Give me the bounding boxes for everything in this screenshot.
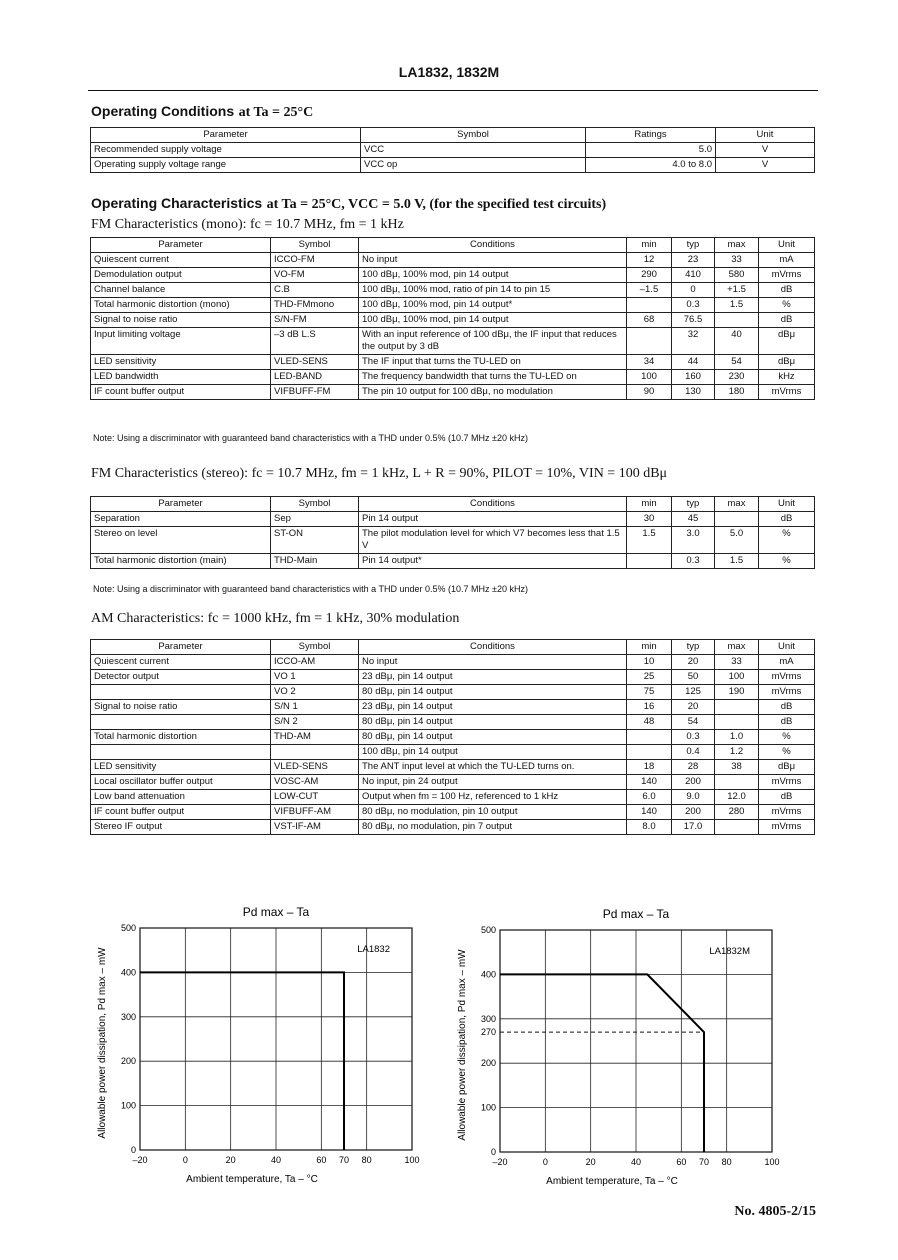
- cell-ratings: 5.0: [586, 143, 716, 158]
- operating-characteristics-heading: [91, 195, 606, 213]
- cell-min: 75: [627, 685, 672, 700]
- cell-unit: V: [716, 143, 815, 158]
- column-header: Parameter: [91, 497, 271, 512]
- x-tick-label: 70: [338, 1155, 350, 1165]
- cell-unit: dBμ: [759, 328, 815, 355]
- cell-parameter: IF count buffer output: [91, 805, 271, 820]
- cell-unit: mVrms: [759, 775, 815, 790]
- cell-min: 30: [627, 512, 672, 527]
- cell-typ: 0.3: [672, 298, 715, 313]
- table-row: [91, 527, 815, 554]
- x-axis-label: Ambient temperature, Ta – °C: [546, 1176, 678, 1187]
- y-tick-label: 270: [480, 1027, 496, 1038]
- page-number: No. 4805-2/15: [734, 1204, 816, 1219]
- x-tick-label: 80: [361, 1155, 372, 1165]
- cell-unit: dB: [759, 700, 815, 715]
- cell-unit: dBμ: [759, 760, 815, 775]
- x-tick-label: 100: [764, 1157, 780, 1167]
- cell-parameter: Channel balance: [91, 283, 271, 298]
- table-header-row: [91, 497, 815, 512]
- cell-symbol: VO 1: [271, 670, 359, 685]
- column-header: Ratings: [586, 128, 716, 143]
- cell-max: 1.0: [715, 730, 759, 745]
- cell-max: 100: [715, 670, 759, 685]
- cell-symbol: VCC op: [361, 158, 586, 173]
- table-header-row: [91, 128, 815, 143]
- table-row: [91, 143, 815, 158]
- cell-symbol: VLED-SENS: [271, 760, 359, 775]
- cell-symbol: C.B: [271, 283, 359, 298]
- cell-unit: %: [759, 527, 815, 554]
- column-header: Conditions: [359, 640, 627, 655]
- x-tick-label: 60: [676, 1157, 687, 1167]
- cell-conditions: 80 dBμ, pin 14 output: [359, 730, 627, 745]
- cell-unit: dBμ: [759, 355, 815, 370]
- table-row: [91, 313, 815, 328]
- cell-unit: kHz: [759, 370, 815, 385]
- table-row: [91, 655, 815, 670]
- cell-conditions: Pin 14 output: [359, 512, 627, 527]
- cell-unit: mVrms: [759, 805, 815, 820]
- cell-symbol: VIFBUFF-AM: [271, 805, 359, 820]
- table-row: [91, 253, 815, 268]
- cell-unit: mA: [759, 655, 815, 670]
- table-row: [91, 775, 815, 790]
- table-row: [91, 790, 815, 805]
- cell-parameter: Recommended supply voltage: [91, 143, 361, 158]
- cell-max: 54: [715, 355, 759, 370]
- cell-unit: %: [759, 745, 815, 760]
- table-row: [91, 158, 815, 173]
- cell-parameter: IF count buffer output: [91, 385, 271, 400]
- x-axis-label: Ambient temperature, Ta – °C: [186, 1174, 318, 1185]
- cell-typ: 9.0: [672, 790, 715, 805]
- cell-typ: 17.0: [672, 820, 715, 835]
- cell-min: 140: [627, 805, 672, 820]
- cell-max: 33: [715, 253, 759, 268]
- cell-min: 18: [627, 760, 672, 775]
- cell-conditions: 80 dBμ, no modulation, pin 7 output: [359, 820, 627, 835]
- table-row: [91, 268, 815, 283]
- cell-max: 5.0: [715, 527, 759, 554]
- table-row: [91, 820, 815, 835]
- column-header: Unit: [716, 128, 815, 143]
- cell-parameter: Signal to noise ratio: [91, 700, 271, 715]
- y-tick-label: 100: [480, 1102, 496, 1113]
- cell-symbol: LOW-CUT: [271, 790, 359, 805]
- fm-stereo-table: [90, 496, 815, 569]
- pd-max-chart-la1832: [88, 900, 428, 1190]
- cell-min: [627, 298, 672, 313]
- cell-max: 580: [715, 268, 759, 283]
- cell-conditions: 80 dBμ, no modulation, pin 10 output: [359, 805, 627, 820]
- column-header: min: [627, 497, 672, 512]
- table-row: [91, 730, 815, 745]
- cell-conditions: The pin 10 output for 100 dBμ, no modulation: [359, 385, 627, 400]
- cell-conditions: 100 dBμ, 100% mod, ratio of pin 14 to pin 15: [359, 283, 627, 298]
- cell-min: [627, 730, 672, 745]
- x-tick-label: 40: [630, 1157, 642, 1167]
- cell-min: 34: [627, 355, 672, 370]
- cell-typ: 45: [672, 512, 715, 527]
- cell-conditions: The frequency bandwidth that turns the TU-LED on: [359, 370, 627, 385]
- cell-parameter: Operating supply voltage range: [91, 158, 361, 173]
- y-tick-label: 400: [480, 969, 496, 980]
- x-tick-label: 60: [316, 1155, 327, 1165]
- column-header: Unit: [759, 640, 815, 655]
- cell-conditions: Pin 14 output*: [359, 554, 627, 569]
- cell-parameter: Local oscillator buffer output: [91, 775, 271, 790]
- x-tick-label: –20: [132, 1155, 148, 1165]
- cell-parameter: [91, 745, 271, 760]
- cell-symbol: –3 dB L.S: [271, 328, 359, 355]
- column-header: max: [715, 238, 759, 253]
- cell-max: [715, 700, 759, 715]
- cell-max: [715, 820, 759, 835]
- operating-conditions-table: [90, 127, 815, 173]
- cell-parameter: Stereo on level: [91, 527, 271, 554]
- cell-symbol: VO 2: [271, 685, 359, 700]
- cell-max: 12.0: [715, 790, 759, 805]
- cell-min: 6.0: [627, 790, 672, 805]
- cell-parameter: Quiescent current: [91, 655, 271, 670]
- cell-unit: %: [759, 730, 815, 745]
- cell-conditions: 80 dBμ, pin 14 output: [359, 715, 627, 730]
- cell-conditions: 100 dBμ, 100% mod, pin 14 output: [359, 268, 627, 283]
- legend-label: LA1832M: [709, 946, 750, 957]
- cell-conditions: 80 dBμ, pin 14 output: [359, 685, 627, 700]
- x-tick-label: 40: [270, 1155, 282, 1165]
- cell-min: [627, 554, 672, 569]
- cell-typ: 0: [672, 283, 715, 298]
- cell-max: 1.2: [715, 745, 759, 760]
- table-row: [91, 370, 815, 385]
- am-table: [90, 639, 815, 835]
- cell-symbol: Sep: [271, 512, 359, 527]
- cell-parameter: Total harmonic distortion (main): [91, 554, 271, 569]
- cell-unit: mVrms: [759, 385, 815, 400]
- cell-unit: dB: [759, 283, 815, 298]
- table-row: [91, 512, 815, 527]
- cell-min: 25: [627, 670, 672, 685]
- x-tick-label: 70: [698, 1157, 710, 1167]
- cell-parameter: LED bandwidth: [91, 370, 271, 385]
- cell-parameter: Stereo IF output: [91, 820, 271, 835]
- column-header: typ: [672, 497, 715, 512]
- cell-typ: 54: [672, 715, 715, 730]
- cell-max: 33: [715, 655, 759, 670]
- fm-stereo-note: Note: Using a discriminator with guaranteed band characteristics with a THD under 0.5% (10.7 MHz ±20 kHz): [93, 584, 528, 594]
- cell-typ: 76.5: [672, 313, 715, 328]
- cell-typ: 32: [672, 328, 715, 355]
- x-tick-label: –20: [492, 1157, 508, 1167]
- cell-parameter: Signal to noise ratio: [91, 313, 271, 328]
- cell-min: 68: [627, 313, 672, 328]
- cell-symbol: [271, 745, 359, 760]
- column-header: Conditions: [359, 238, 627, 253]
- fm-mono-table: [90, 237, 815, 400]
- cell-symbol: S/N 1: [271, 700, 359, 715]
- cell-typ: 200: [672, 775, 715, 790]
- cell-symbol: THD-AM: [271, 730, 359, 745]
- fm-stereo-heading: FM Characteristics (stereo): fc = 10.7 MHz, fm = 1 kHz, L + R = 90%, PILOT = 10%, VIN = 100 dBμ: [91, 466, 668, 481]
- cell-unit: dB: [759, 313, 815, 328]
- column-header: Parameter: [91, 640, 271, 655]
- column-header: min: [627, 640, 672, 655]
- pd-max-chart-la1832m: [448, 902, 788, 1192]
- cell-typ: 0.3: [672, 730, 715, 745]
- cell-max: 1.5: [715, 554, 759, 569]
- cell-min: 1.5: [627, 527, 672, 554]
- cell-max: 38: [715, 760, 759, 775]
- table-row: [91, 745, 815, 760]
- cell-parameter: Detector output: [91, 670, 271, 685]
- cell-unit: dB: [759, 512, 815, 527]
- cell-typ: 160: [672, 370, 715, 385]
- cell-typ: 23: [672, 253, 715, 268]
- column-header: Symbol: [271, 640, 359, 655]
- cell-parameter: [91, 685, 271, 700]
- y-tick-label: 100: [120, 1100, 136, 1111]
- cell-conditions: 23 dBμ, pin 14 output: [359, 670, 627, 685]
- cell-parameter: [91, 715, 271, 730]
- cell-max: 180: [715, 385, 759, 400]
- cell-min: 10: [627, 655, 672, 670]
- cell-min: 8.0: [627, 820, 672, 835]
- cell-unit: mVrms: [759, 685, 815, 700]
- cell-ratings: 4.0 to 8.0: [586, 158, 716, 173]
- cell-min: 290: [627, 268, 672, 283]
- cell-max: [715, 313, 759, 328]
- cell-max: 230: [715, 370, 759, 385]
- column-header: Parameter: [91, 128, 361, 143]
- y-tick-label: 200: [120, 1056, 136, 1067]
- cell-conditions: 100 dBμ, pin 14 output: [359, 745, 627, 760]
- cell-conditions: The ANT input level at which the TU-LED turns on.: [359, 760, 627, 775]
- operating-conditions-heading: [91, 103, 313, 121]
- x-tick-label: 20: [585, 1157, 596, 1167]
- cell-typ: 44: [672, 355, 715, 370]
- table-row: [91, 760, 815, 775]
- table-row: [91, 283, 815, 298]
- cell-symbol: THD-Main: [271, 554, 359, 569]
- cell-max: 280: [715, 805, 759, 820]
- column-header: min: [627, 238, 672, 253]
- cell-typ: 3.0: [672, 527, 715, 554]
- cell-conditions: 23 dBμ, pin 14 output: [359, 700, 627, 715]
- cell-parameter: LED sensitivity: [91, 760, 271, 775]
- column-header: max: [715, 497, 759, 512]
- cell-symbol: VCC: [361, 143, 586, 158]
- cell-conditions: The pilot modulation level for which V7 becomes less that 1.5 V: [359, 527, 627, 554]
- cell-min: [627, 745, 672, 760]
- cell-unit: V: [716, 158, 815, 173]
- cell-parameter: Demodulation output: [91, 268, 271, 283]
- cell-symbol: S/N 2: [271, 715, 359, 730]
- column-header: Symbol: [271, 497, 359, 512]
- x-tick-label: 0: [542, 1157, 548, 1167]
- cell-unit: mVrms: [759, 268, 815, 283]
- y-axis-label: Allowable power dissipation, Pd max – mW: [457, 949, 468, 1141]
- x-tick-label: 0: [182, 1155, 188, 1165]
- operating-characteristics-condition: at Ta = 25°C, VCC = 5.0 V, (for the specified test circuits): [266, 197, 607, 212]
- cell-min: 16: [627, 700, 672, 715]
- table-row: [91, 298, 815, 313]
- cell-symbol: VST-IF-AM: [271, 820, 359, 835]
- cell-symbol: ST-ON: [271, 527, 359, 554]
- cell-typ: 0.4: [672, 745, 715, 760]
- fm-mono-note: Note: Using a discriminator with guaranteed band characteristics with a THD under 0.5% (10.7 MHz ±20 kHz): [93, 433, 528, 443]
- header-rule: [88, 90, 818, 91]
- y-tick-label: 400: [120, 967, 136, 978]
- cell-typ: 20: [672, 700, 715, 715]
- column-header: Symbol: [361, 128, 586, 143]
- legend-label: LA1832: [357, 944, 390, 955]
- cell-conditions: 100 dBμ, 100% mod, pin 14 output*: [359, 298, 627, 313]
- column-header: Parameter: [91, 238, 271, 253]
- cell-conditions: No input: [359, 253, 627, 268]
- cell-parameter: Separation: [91, 512, 271, 527]
- cell-parameter: Quiescent current: [91, 253, 271, 268]
- operating-conditions-condition: at Ta = 25°C: [238, 105, 314, 120]
- table-header-row: [91, 238, 815, 253]
- cell-typ: 130: [672, 385, 715, 400]
- cell-max: [715, 715, 759, 730]
- table-row: [91, 685, 815, 700]
- column-header: max: [715, 640, 759, 655]
- cell-typ: 125: [672, 685, 715, 700]
- cell-unit: dB: [759, 790, 815, 805]
- chart-title: Pd max – Ta: [602, 907, 670, 921]
- table-row: [91, 805, 815, 820]
- y-tick-label: 300: [120, 1011, 136, 1022]
- chart-title: Pd max – Ta: [242, 905, 310, 919]
- cell-conditions: No input, pin 24 output: [359, 775, 627, 790]
- y-axis-label: Allowable power dissipation, Pd max – mW: [97, 947, 108, 1139]
- operating-characteristics-title: Operating Characteristics: [91, 195, 263, 211]
- y-tick-label: 300: [480, 1013, 496, 1024]
- cell-typ: 410: [672, 268, 715, 283]
- cell-min: 100: [627, 370, 672, 385]
- cell-symbol: ICCO-FM: [271, 253, 359, 268]
- table-header-row: [91, 640, 815, 655]
- column-header: Symbol: [271, 238, 359, 253]
- x-tick-label: 20: [225, 1155, 236, 1165]
- cell-symbol: VIFBUFF-FM: [271, 385, 359, 400]
- cell-parameter: Total harmonic distortion: [91, 730, 271, 745]
- cell-conditions: No input: [359, 655, 627, 670]
- operating-conditions-title: Operating Conditions: [91, 103, 235, 119]
- y-tick-label: 500: [120, 923, 136, 933]
- cell-parameter: Total harmonic distortion (mono): [91, 298, 271, 313]
- cell-min: 90: [627, 385, 672, 400]
- cell-typ: 50: [672, 670, 715, 685]
- cell-typ: 0.3: [672, 554, 715, 569]
- cell-unit: mVrms: [759, 670, 815, 685]
- cell-conditions: Output when fm = 100 Hz, referenced to 1 kHz: [359, 790, 627, 805]
- am-heading: AM Characteristics: fc = 1000 kHz, fm = 1 kHz, 30% modulation: [91, 611, 460, 626]
- cell-symbol: THD-FMmono: [271, 298, 359, 313]
- column-header: Conditions: [359, 497, 627, 512]
- cell-min: –1.5: [627, 283, 672, 298]
- table-row: [91, 385, 815, 400]
- cell-max: [715, 775, 759, 790]
- table-row: [91, 355, 815, 370]
- column-header: Unit: [759, 238, 815, 253]
- y-tick-label: 500: [480, 925, 496, 935]
- cell-parameter: LED sensitivity: [91, 355, 271, 370]
- table-row: [91, 670, 815, 685]
- cell-unit: mVrms: [759, 820, 815, 835]
- cell-symbol: S/N-FM: [271, 313, 359, 328]
- cell-symbol: VLED-SENS: [271, 355, 359, 370]
- y-tick-label: 0: [130, 1145, 136, 1155]
- table-row: [91, 554, 815, 569]
- cell-max: 1.5: [715, 298, 759, 313]
- cell-max: 190: [715, 685, 759, 700]
- cell-typ: 20: [672, 655, 715, 670]
- cell-typ: 200: [672, 805, 715, 820]
- cell-min: 140: [627, 775, 672, 790]
- cell-symbol: VO-FM: [271, 268, 359, 283]
- cell-parameter: Low band attenuation: [91, 790, 271, 805]
- cell-parameter: Input limiting voltage: [91, 328, 271, 355]
- cell-unit: %: [759, 554, 815, 569]
- cell-unit: %: [759, 298, 815, 313]
- document-header: LA1832, 1832M: [398, 64, 500, 80]
- cell-max: [715, 512, 759, 527]
- cell-unit: mA: [759, 253, 815, 268]
- column-header: typ: [672, 238, 715, 253]
- table-row: [91, 715, 815, 730]
- cell-max: +1.5: [715, 283, 759, 298]
- cell-conditions: 100 dBμ, 100% mod, pin 14 output: [359, 313, 627, 328]
- cell-conditions: The IF input that turns the TU-LED on: [359, 355, 627, 370]
- cell-min: 48: [627, 715, 672, 730]
- table-row: [91, 328, 815, 355]
- cell-symbol: VOSC-AM: [271, 775, 359, 790]
- x-tick-label: 80: [721, 1157, 732, 1167]
- y-tick-label: 200: [480, 1058, 496, 1069]
- cell-min: 12: [627, 253, 672, 268]
- column-header: Unit: [759, 497, 815, 512]
- table-row: [91, 700, 815, 715]
- cell-typ: 28: [672, 760, 715, 775]
- cell-symbol: LED-BAND: [271, 370, 359, 385]
- y-tick-label: 0: [490, 1147, 496, 1157]
- cell-max: 40: [715, 328, 759, 355]
- cell-unit: dB: [759, 715, 815, 730]
- column-header: typ: [672, 640, 715, 655]
- fm-mono-heading: FM Characteristics (mono): fc = 10.7 MHz, fm = 1 kHz: [91, 217, 404, 232]
- cell-min: [627, 328, 672, 355]
- cell-conditions: With an input reference of 100 dBμ, the IF input that reduces the output by 3 dB: [359, 328, 627, 355]
- x-tick-label: 100: [404, 1155, 420, 1165]
- cell-symbol: ICCO-AM: [271, 655, 359, 670]
